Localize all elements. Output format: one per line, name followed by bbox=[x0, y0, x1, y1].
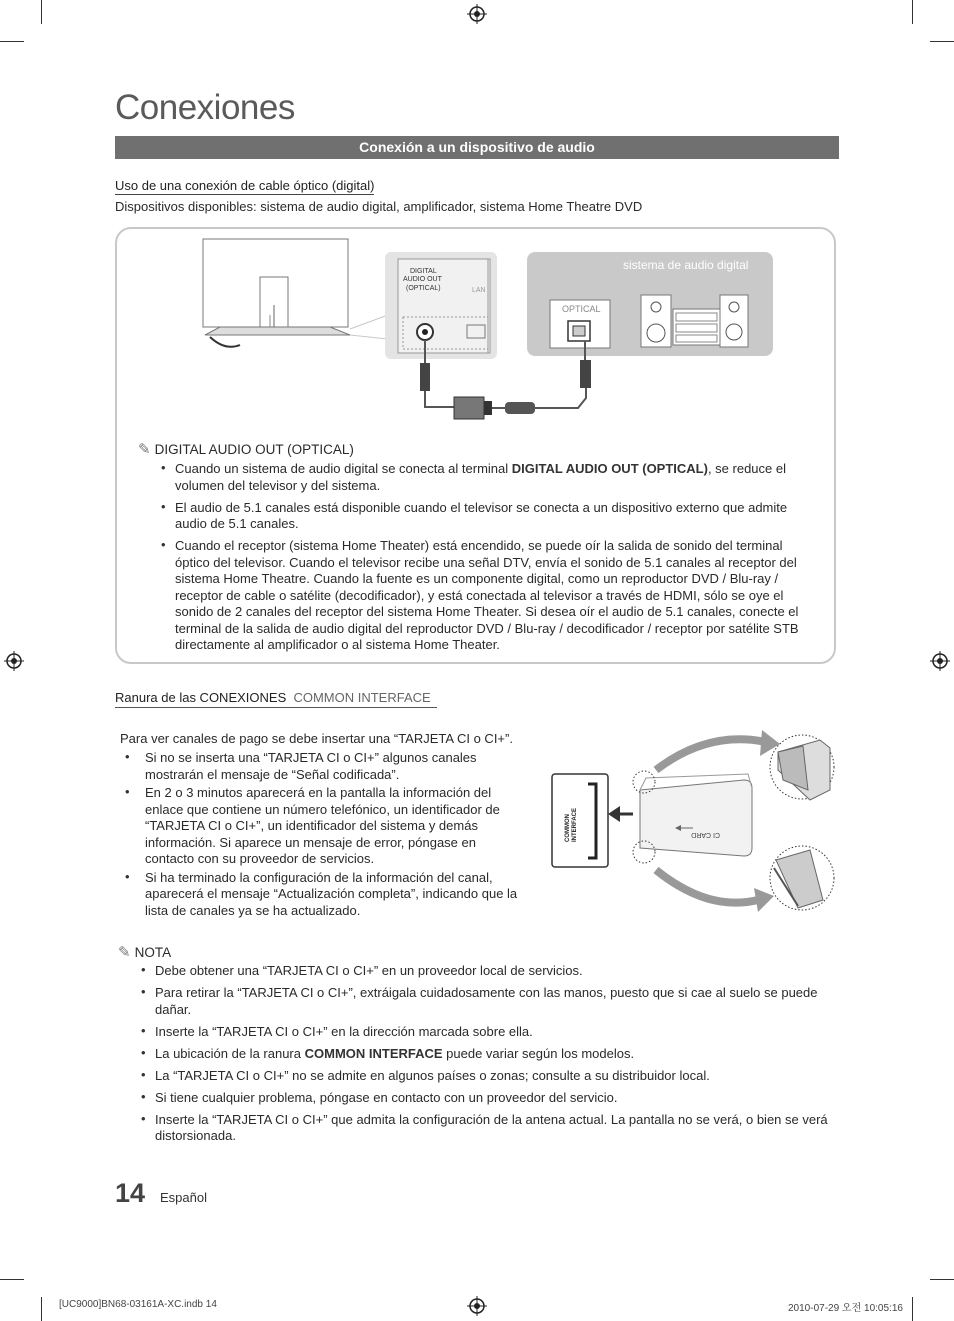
audio-system-label: sistema de audio digital bbox=[623, 258, 749, 272]
footer-timestamp: 2010-07-29 오전 10:05:16 bbox=[788, 1303, 903, 1314]
registration-mark-icon bbox=[4, 651, 24, 671]
crop-mark bbox=[930, 41, 954, 42]
section-title: Conexión a un dispositivo de audio bbox=[115, 136, 839, 159]
registration-mark-icon bbox=[930, 651, 950, 671]
optical-connection-diagram bbox=[200, 235, 780, 425]
tv-port-label-line1: DIGITAL bbox=[410, 268, 437, 275]
nota-bullet-list bbox=[141, 963, 831, 1150]
optical-heading: Uso de una conexión de cable óptico (digital) bbox=[115, 178, 375, 193]
crop-mark bbox=[41, 0, 42, 24]
heading-underline bbox=[115, 707, 437, 708]
crop-mark bbox=[912, 1297, 913, 1321]
footer-file: [UC9000]BN68-03161A-XC.indb 14 bbox=[59, 1299, 217, 1310]
slot-label-line2: INTERFACE bbox=[572, 807, 578, 842]
slot-label-line1: COMMON bbox=[565, 814, 571, 842]
audio-system-panel bbox=[527, 252, 773, 356]
ci-intro-text: Para ver canales de pago se debe insertar una “TARJETA CI o CI+”. bbox=[120, 731, 513, 746]
page-title: Conexiones bbox=[115, 88, 295, 127]
optical-note-heading: ✎ DIGITAL AUDIO OUT (OPTICAL) bbox=[138, 441, 354, 458]
list-item: • Cuando un sistema de audio digital se conecta al terminal DIGITAL AUDIO OUT (OPTICAL), se reduce el volumen del televisor y del sistema. bbox=[161, 461, 811, 494]
list-item: • Inserte la “TARJETA CI o CI+” en la dirección marcada sobre ella. bbox=[141, 1024, 831, 1041]
crop-mark bbox=[0, 1279, 24, 1280]
list-item: • En 2 o 3 minutos aparecerá en la pantalla la información del enlace que contiene un número telefónico, un identificador de “TARJETA CI o CI+”, un identificador del sistema y demás información. Si aparece un mensaje de error, póngase en contacto con su proveedor de servicios. bbox=[125, 785, 520, 868]
registration-mark-icon bbox=[467, 4, 487, 24]
list-item: • El audio de 5.1 canales está disponible cuando el televisor se conecta a un dispositivo externo que admite audio de 5.1 canales. bbox=[161, 500, 811, 533]
tv-port-panel bbox=[385, 252, 497, 359]
tv-illustration bbox=[203, 239, 388, 347]
list-item: • Inserte la “TARJETA CI o CI+” que admita la configuración de la antena actual. La pantalla no se verá, o bien se verá distorsionada. bbox=[141, 1112, 831, 1145]
page-number: 14 bbox=[115, 1178, 146, 1208]
crop-mark bbox=[912, 0, 913, 24]
ci-bullet-list bbox=[125, 750, 520, 921]
common-interface-heading: Ranura de las CONEXIONES COMMON INTERFACE bbox=[115, 690, 431, 705]
crop-mark bbox=[41, 1297, 42, 1321]
ci-card-diagram bbox=[548, 730, 838, 915]
crop-mark bbox=[930, 1279, 954, 1280]
list-item: • Si ha terminado la configuración de la información del canal, aparecerá el mensaje “Actualización completa”, indicando que la lista de canales ya se ha actualizado. bbox=[125, 870, 520, 920]
list-item: • La ubicación de la ranura COMMON INTERFACE puede variar según los modelos. bbox=[141, 1046, 831, 1063]
tv-port-label-line2: AUDIO OUT bbox=[403, 276, 442, 283]
crop-mark bbox=[0, 41, 24, 42]
nota-heading: ✎ NOTA bbox=[118, 944, 172, 961]
optical-label: OPTICAL bbox=[562, 304, 601, 314]
pencil-note-icon: ✎ bbox=[118, 944, 131, 961]
card-label: CI CARD bbox=[691, 831, 720, 838]
list-item: • Para retirar la “TARJETA CI o CI+”, extráigala cuidadosamente con las manos, puesto que si cae al suelo se puede dañar. bbox=[141, 985, 831, 1018]
list-item: • Debe obtener una “TARJETA CI o CI+” en un proveedor local de servicios. bbox=[141, 963, 831, 980]
list-item: • Cuando el receptor (sistema Home Theater) está encendido, se puede oír la salida de sonido del terminal óptico del televisor. Cuando el televisor recibe una señal DTV, envía el sonido de 5.1 canales al receptor del sistema Home Theatre. Cuando la fuente es un componente digital, como un reproductor DVD / Blu-ray / receptor de cable o satélite (decodificador), y está conectada al televisor a través de HDMI, sólo se oye el sonido de 2 canales del receptor del sistema Home Theater. Si desea oír el audio de 5.1 canales, conecte el terminal de la salida de audio digital del reproductor DVD / Blu-ray / decodificador / receptor por satélite STB directamente al amplificador o al sistema Home Theater. bbox=[161, 538, 811, 654]
page-language: Español bbox=[160, 1190, 207, 1205]
devices-text: Dispositivos disponibles: sistema de audio digital, amplificador, sistema Home Theatre DVD bbox=[115, 199, 643, 214]
lan-label: LAN bbox=[472, 287, 486, 294]
list-item: • Si tiene cualquier problema, póngase en contacto con un proveedor del servicio. bbox=[141, 1090, 831, 1107]
optical-bullet-list bbox=[161, 461, 811, 659]
list-item: • Si no se inserta una “TARJETA CI o CI+” algunos canales mostrarán el mensaje de “Señal codificada”. bbox=[125, 750, 520, 783]
list-item: • La “TARJETA CI o CI+” no se admite en algunos países o zonas; consulte a su distribuidor local. bbox=[141, 1068, 831, 1085]
pencil-note-icon: ✎ bbox=[138, 441, 151, 458]
tv-port-label-line3: (OPTICAL) bbox=[406, 285, 441, 292]
registration-mark-icon bbox=[467, 1296, 487, 1316]
